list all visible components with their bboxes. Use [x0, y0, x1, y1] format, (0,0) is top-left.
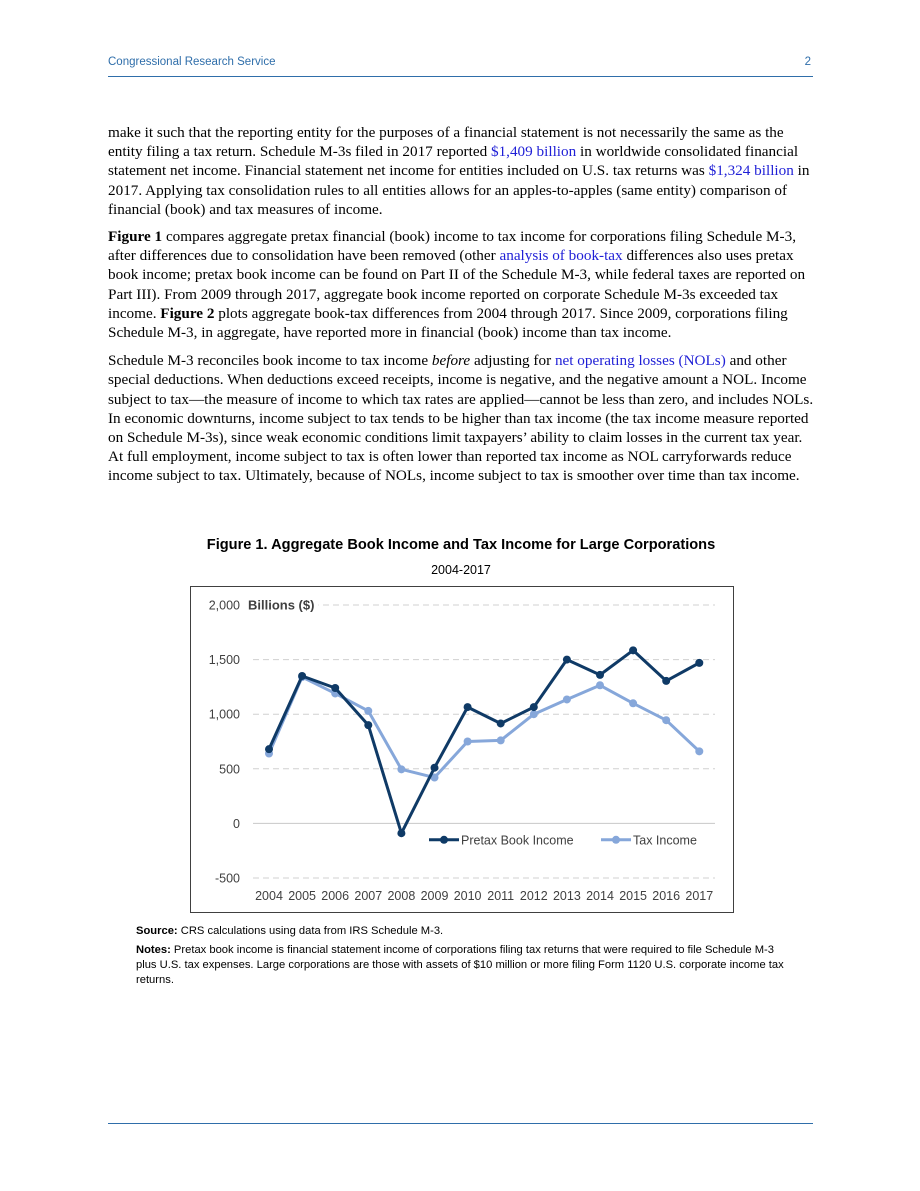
footer-divider	[108, 1123, 813, 1124]
x-tick-label: 2010	[453, 889, 482, 903]
data-point	[662, 716, 670, 724]
data-point	[397, 765, 405, 773]
data-point	[695, 659, 703, 667]
data-point	[530, 703, 538, 711]
x-tick-label: 2006	[321, 889, 350, 903]
data-point	[364, 721, 372, 729]
data-point	[629, 699, 637, 707]
y-tick-label: -500	[214, 871, 240, 886]
x-tick-label: 2008	[387, 889, 416, 903]
legend-swatch-marker	[440, 836, 448, 844]
data-point	[596, 681, 604, 689]
header-publisher: Congressional Research Service	[108, 56, 276, 68]
notes-note	[136, 943, 796, 988]
y-tick-label: 2,000	[208, 598, 240, 613]
figure-title: Figure 1. Aggregate Book Income and Tax Income for Large Corporations	[206, 537, 716, 553]
data-point	[662, 677, 670, 685]
data-point	[497, 736, 505, 744]
chart-container	[190, 586, 734, 913]
text-run: compares aggregate pretax financial (book) income to tax income for corporations filing Schedule M-3, after differences due to consolidation have been removed (other	[108, 228, 796, 265]
page-header	[108, 56, 813, 77]
y-axis-label: Billions ($)	[248, 597, 315, 613]
legend-label: Pretax Book Income	[461, 833, 574, 848]
data-point	[364, 707, 372, 715]
emphasis-before: before	[431, 352, 471, 370]
x-tick-label: 2015	[619, 889, 648, 903]
link-1409-billion[interactable]: $1,409 billion	[490, 143, 577, 161]
x-tick-label: 2013	[552, 889, 581, 903]
data-point	[629, 646, 637, 654]
figure-subtitle: 2004-2017	[431, 563, 491, 577]
notes-text: Pretax book income is financial statement income of corporations filing tax returns that were required to file Schedule M-3 plus U.S. tax expenses. Large corporations are those with assets of $10 million or more filing Form 1120 U.S. corporate income tax returns.	[136, 944, 784, 986]
paragraph-3	[108, 351, 814, 485]
y-tick-label: 0	[233, 816, 240, 831]
legend-swatch-marker	[612, 836, 620, 844]
data-point	[596, 671, 604, 679]
y-tick-label: 1,000	[208, 707, 240, 722]
data-point	[331, 684, 339, 692]
text-run: in worldwide consolidated financial statement net income. Financial statement net income for entities included on U.S. tax returns was	[108, 143, 799, 180]
x-tick-label: 2009	[420, 889, 449, 903]
data-point	[431, 764, 439, 772]
line-chart	[191, 587, 733, 912]
data-point	[265, 745, 273, 753]
page-number: 2	[804, 56, 811, 68]
data-point	[530, 710, 538, 718]
data-point	[695, 747, 703, 755]
source-note	[136, 924, 796, 939]
text-run: and other special deductions. When deductions exceed receipts, income is negative, and the negative amount a NOL. Income subject to tax—the measure of income to which tax rates are applied—cannot be less than zero, and includes NOLs. In economic downturns, income subject to tax tends to be higher than tax income (the tax income measure reported on Schedule M-3s), since weak economic conditions limit taxpayers’ ability to claim losses in the current tax year. At full employment, income subject to tax is often lower than reported tax income as NOL carryforwards reduce income subject to tax. Ultimately, because of NOLs, income subject to tax is smoother over time than tax income.	[108, 352, 814, 485]
legend-label: Tax Income	[633, 833, 697, 848]
data-point	[497, 719, 505, 727]
x-tick-label: 2017	[685, 889, 714, 903]
text-run: in 2017. Applying tax consolidation rules to all entities allows for an apples-to-apples (same entity) comparison of financial (book) and tax measures of income.	[108, 162, 810, 218]
x-tick-label: 2011	[487, 889, 515, 903]
body-text	[108, 123, 814, 495]
x-tick-label: 2007	[354, 889, 383, 903]
data-point	[563, 695, 571, 703]
source-label: Source:	[136, 925, 178, 937]
figure-1-reference: Figure 1	[108, 228, 163, 246]
link-analysis-book-tax[interactable]: analysis of book-tax	[499, 247, 623, 265]
text-run: differences also uses pretax book income; pretax book income can be found on Part II of the Schedule M-3, while federal taxes are reported on Part III). From 2009 through 2017, aggregate book income reported on corporate Schedule M-3s exceeded tax income.	[108, 247, 806, 322]
data-point	[464, 738, 472, 746]
x-tick-label: 2016	[652, 889, 681, 903]
text-run: adjusting for	[470, 352, 555, 370]
figure-2-reference: Figure 2	[160, 304, 215, 322]
data-point	[464, 703, 472, 711]
paragraph-1	[108, 123, 814, 219]
data-point	[563, 656, 571, 664]
x-tick-label: 2014	[586, 889, 614, 903]
y-tick-label: 500	[219, 762, 240, 777]
notes-label: Notes:	[136, 944, 171, 956]
figure-notes	[136, 924, 796, 988]
x-tick-label: 2012	[519, 889, 548, 903]
link-net-operating-losses[interactable]: net operating losses (NOLs)	[554, 352, 726, 370]
data-point	[397, 829, 405, 837]
text-run: Schedule M-3 reconciles book income to tax income	[108, 352, 432, 370]
paragraph-2	[108, 227, 814, 342]
source-text: CRS calculations using data from IRS Schedule M-3.	[177, 925, 444, 937]
text-run: plots aggregate book-tax differences from 2004 through 2017. Since 2009, corporations filing Schedule M-3, in aggregate, have reported more in financial (book) income than tax income.	[108, 304, 788, 342]
x-tick-label: 2005	[288, 889, 317, 903]
x-tick-label: 2004	[255, 889, 283, 903]
data-point	[298, 672, 306, 680]
link-1324-billion[interactable]: $1,324 billion	[708, 162, 794, 180]
text-run: make it such that the reporting entity for the purposes of a financial statement is not necessarily the same as the entity filing a tax return. Schedule M-3s filed in 2017 reported	[108, 124, 784, 161]
y-tick-label: 1,500	[208, 653, 240, 668]
